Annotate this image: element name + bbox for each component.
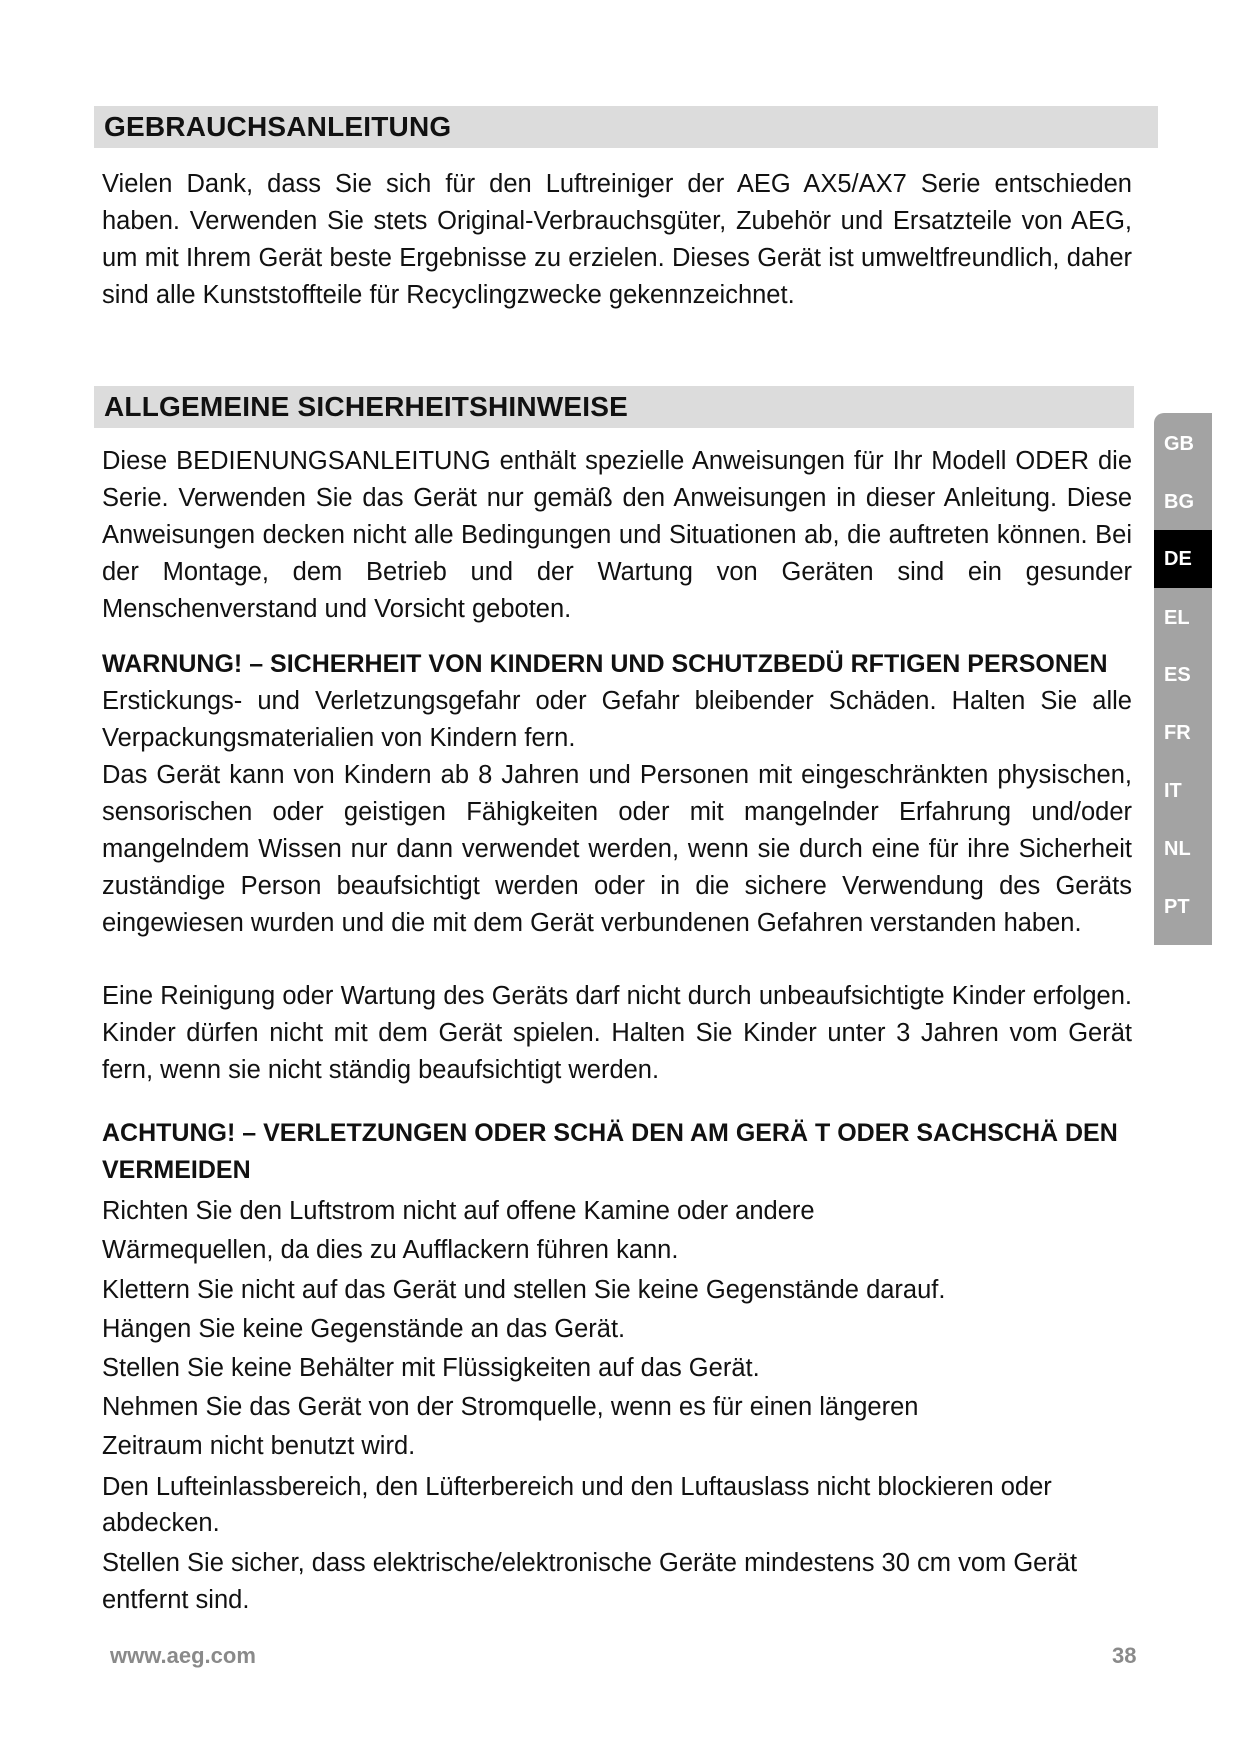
language-tab-strip xyxy=(1154,413,1212,945)
language-tab-bg[interactable]: BG xyxy=(1164,490,1194,513)
caution-line: Wärmequellen, da dies zu Aufflackern führen kann. xyxy=(102,1236,679,1264)
caution-line: Den Lufteinlassbereich, den Lüfterbereich und den Luftauslass nicht blockieren oder xyxy=(102,1473,1052,1501)
page-number: 38 xyxy=(1112,1643,1137,1668)
warning-paragraph-2: Das Gerät kann von Kindern ab 8 Jahren und Personen mit eingeschränkten physischen, sensorischen oder geistigen Fähigkeiten oder mit mangelnder Erfahrung und/oder mangelndem Wissen nur dann verwendet werden, wenn sie durch eine für ihre Sicherheit zuständige Person beaufsichtigt werden oder in die sichere Verwendung des Geräts eingewiesen wurden und die mit dem Gerät verbundenen Gefahren verstanden haben. xyxy=(102,761,1132,937)
warning-paragraph-3: Eine Reinigung oder Wartung des Geräts darf nicht durch unbeaufsichtigte Kinder erfolgen. Kinder dürfen nicht mit dem Gerät spielen. Halten Sie Kinder unter 3 Jahren vom Gerät fern, wenn sie nicht ständig beaufsichtigt werden. xyxy=(102,982,1132,1084)
caution-line: Zeitraum nicht benutzt wird. xyxy=(102,1432,416,1460)
caution-heading-line-1: ACHTUNG! – VERLETZUNGEN ODER SCHÄ DEN AM GERÄ T ODER SACHSCHÄ DEN xyxy=(102,1119,1118,1147)
language-tab-es[interactable]: ES xyxy=(1164,663,1191,686)
caution-line: Klettern Sie nicht auf das Gerät und stellen Sie keine Gegenstände darauf. xyxy=(102,1276,946,1304)
caution-line: Hängen Sie keine Gegenstände an das Gerät. xyxy=(102,1315,626,1343)
language-tab-nl[interactable]: NL xyxy=(1164,837,1191,860)
warning-paragraph-1: Erstickungs- und Verletzungsgefahr oder Gefahr bleibender Schäden. Halten Sie alle Verpackungsmaterialien von Kindern fern. xyxy=(102,687,1132,752)
section-heading-usage: GEBRAUCHSANLEITUNG xyxy=(94,106,1158,148)
caution-line: abdecken. xyxy=(102,1509,220,1537)
language-tab-fr[interactable]: FR xyxy=(1164,721,1191,744)
language-tab-gb[interactable]: GB xyxy=(1164,432,1194,455)
caution-line: Stellen Sie sicher, dass elektrische/elektronische Geräte mindestens 30 cm vom Gerät xyxy=(102,1549,1078,1577)
caution-line: Stellen Sie keine Behälter mit Flüssigkeiten auf das Gerät. xyxy=(102,1354,760,1382)
footer-url[interactable]: www.aeg.com xyxy=(110,1643,256,1668)
language-tab-pt[interactable]: PT xyxy=(1164,895,1190,918)
warning-heading: WARNUNG! – SICHERHEIT VON KINDERN UND SCHUTZBEDÜ RFTIGEN PERSONEN xyxy=(102,650,1108,678)
safety-intro-paragraph: Diese BEDIENUNGSANLEITUNG enthält spezielle Anweisungen für Ihr Modell ODER die Serie. Verwenden Sie das Gerät nur gemäß den Anweisungen in dieser Anleitung. Diese Anweisungen decken nicht alle Bedingungen und Situationen ab, die auftreten können. Bei der Montage, dem Betrieb und der Wartung von Geräten sind ein gesunder Menschenverstand und Vorsicht geboten. xyxy=(102,447,1132,623)
section-heading-safety: ALLGEMEINE SICHERHEITSHINWEISE xyxy=(94,386,1134,428)
caution-line: entfernt sind. xyxy=(102,1586,250,1614)
caution-line: Nehmen Sie das Gerät von der Stromquelle, wenn es für einen längeren xyxy=(102,1393,919,1421)
usage-intro-paragraph: Vielen Dank, dass Sie sich für den Luftreiniger der AEG AX5/AX7 Serie entschieden haben. Verwenden Sie stets Original-Verbrauchsgüter, Zubehör und Ersatzteile von AEG, um mit Ihrem Gerät beste Ergebnisse zu erzielen. Dieses Gerät ist umweltfreundlich, daher sind alle Kunststoffteile für Recyclingzwecke gekennzeichnet. xyxy=(102,170,1132,309)
caution-heading-line-2: VERMEIDEN xyxy=(102,1156,251,1184)
language-tab-el[interactable]: EL xyxy=(1164,606,1190,629)
caution-line: Richten Sie den Luftstrom nicht auf offene Kamine oder andere xyxy=(102,1197,815,1225)
language-tab-it[interactable]: IT xyxy=(1164,779,1182,802)
language-tab-de[interactable]: DE xyxy=(1154,530,1212,588)
